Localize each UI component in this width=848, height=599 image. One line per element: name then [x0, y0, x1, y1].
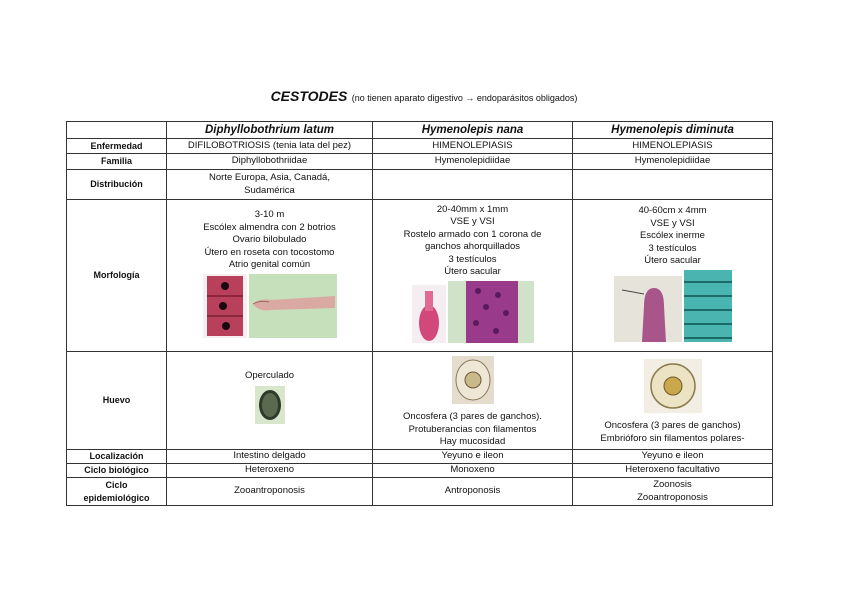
morfologia-line: Útero sacular [644, 255, 701, 266]
label-line: epidemiológico [83, 492, 150, 503]
cell-ciclo-biologico-h-diminuta: Heteroxeno facultativo [573, 464, 773, 478]
row-ciclo-epidemiologico [67, 478, 773, 506]
header-empty [67, 122, 167, 139]
morfologia-line: Escólex inerme [640, 230, 705, 241]
row-huevo [67, 352, 773, 450]
label-enfermedad: Enfermedad [67, 139, 167, 154]
cell-familia-h-nana: Hymenolepidiidae [373, 154, 573, 170]
cell-familia-d-latum: Diphyllobothriidae [167, 154, 373, 170]
cell-ciclo-epi-h-nana [373, 478, 573, 506]
morfologia-line: Útero sacular [444, 266, 501, 278]
morfologia-line: 3-10 m [254, 209, 285, 220]
cell-localizacion-h-diminuta: Yeyuno e ileon [573, 450, 773, 464]
cell-huevo-h-diminuta [573, 352, 773, 450]
morfologia-line: 3 testículos [448, 253, 497, 265]
morfologia-line: 40-60cm x 4mm [638, 205, 707, 216]
h-diminuta-proglottids-photo [684, 270, 732, 347]
label-morfologia: Morfología [67, 200, 167, 352]
header-row [67, 122, 773, 139]
label-distribucion: Distribución [67, 170, 167, 200]
morfologia-line: Ovario bilobulado [232, 234, 307, 245]
cell-distribucion-h-nana [373, 170, 573, 200]
cestodes-table [66, 121, 773, 506]
morfologia-line: Útero en roseta con tocostomo [204, 246, 335, 258]
morfologia-line: Atrio genital común [228, 259, 311, 270]
huevo-line: Embrióforo sin filamentos polares- [600, 432, 745, 444]
row-enfermedad [67, 139, 773, 154]
cell-enfermedad-d-latum: DIFILOBOTRIOSIS (tenia lata del pez) [167, 139, 373, 154]
cell-morfologia-h-diminuta [573, 200, 773, 352]
cell-familia-h-diminuta: Hymenolepidiidae [573, 154, 773, 170]
title-main: CESTODES [270, 88, 348, 104]
label-localizacion: Localización [67, 450, 167, 464]
header-h-nana: Hymenolepis nana [373, 122, 573, 139]
cell-enfermedad-h-nana: HIMENOLEPIASIS [373, 139, 573, 154]
cell-localizacion-d-latum: Intestino delgado [167, 450, 373, 464]
morfologia-line: Rostelo armado con 1 corona de [403, 228, 542, 240]
morfologia-line: VSE y VSI [650, 217, 695, 229]
row-familia [67, 154, 773, 170]
h-nana-scolex-photo [412, 285, 446, 348]
row-distribucion [67, 170, 773, 200]
huevo-line: Operculado [244, 370, 295, 381]
label-ciclo-biologico: Ciclo biológico [67, 464, 167, 478]
header-d-latum: Diphyllobothrium latum [167, 122, 373, 139]
cell-huevo-h-nana [373, 352, 573, 450]
cell-ciclo-biologico-h-nana: Monoxeno [373, 464, 573, 478]
distribucion-line: Sudamérica [244, 184, 295, 196]
row-morfologia [67, 200, 773, 352]
distribucion-line: Norte Europa, Asia, Canadá, [209, 172, 330, 183]
scolex-photo [249, 274, 337, 343]
huevo-line: Protuberancias con filamentos [408, 423, 537, 435]
h-nana-egg-photo [452, 356, 494, 409]
label-line: Ciclo [105, 480, 128, 490]
row-ciclo-biologico [67, 464, 773, 478]
label-ciclo-epidemiologico [67, 478, 167, 506]
proglottids-photo [203, 274, 247, 343]
cell-ciclo-epi-d-latum [167, 478, 373, 506]
h-diminuta-scolex-photo [614, 276, 682, 347]
cell-ciclo-epi-h-diminuta [573, 478, 773, 506]
morfologia-line: Escólex almendra con 2 botrios [203, 221, 336, 233]
h-diminuta-egg-photo [644, 359, 702, 418]
cell-enfermedad-h-diminuta: HIMENOLEPIASIS [573, 139, 773, 154]
label-familia: Familia [67, 154, 167, 170]
huevo-line: Oncosfera (3 pares de ganchos). [403, 411, 542, 422]
cell-morfologia-d-latum [167, 200, 373, 352]
ciclo-epi-line: Zoonosis [653, 479, 692, 490]
row-localizacion [67, 450, 773, 464]
cell-morfologia-h-nana [373, 200, 573, 352]
h-nana-proglottids-photo [448, 281, 534, 348]
huevo-line: Oncosfera (3 pares de ganchos) [604, 420, 741, 432]
header-h-diminuta: Hymenolepis diminuta [573, 122, 773, 139]
ciclo-epi-line: Antroponosis [444, 485, 501, 497]
morfologia-line: VSE y VSI [450, 216, 495, 228]
cell-distribucion-d-latum [167, 170, 373, 200]
label-huevo: Huevo [67, 352, 167, 450]
cell-distribucion-h-diminuta [573, 170, 773, 200]
huevo-line: Hay mucosidad [439, 436, 506, 447]
morfologia-line: 20-40mm x 1mm [436, 203, 509, 215]
ciclo-epi-line: Zooantroponosis [234, 485, 305, 497]
ciclo-epi-line: Zooantroponosis [637, 491, 708, 503]
cell-huevo-d-latum [167, 352, 373, 450]
page-title [0, 88, 848, 106]
title-subtitle: (no tienen aparato digestivo → endoparásitos obligados) [351, 93, 578, 103]
cell-ciclo-biologico-d-latum: Heteroxeno [167, 464, 373, 478]
cell-localizacion-h-nana: Yeyuno e ileon [373, 450, 573, 464]
morfologia-line: 3 testículos [648, 242, 697, 254]
morfologia-line: ganchos ahorquillados [424, 241, 521, 253]
d-latum-egg-photo [255, 386, 285, 429]
